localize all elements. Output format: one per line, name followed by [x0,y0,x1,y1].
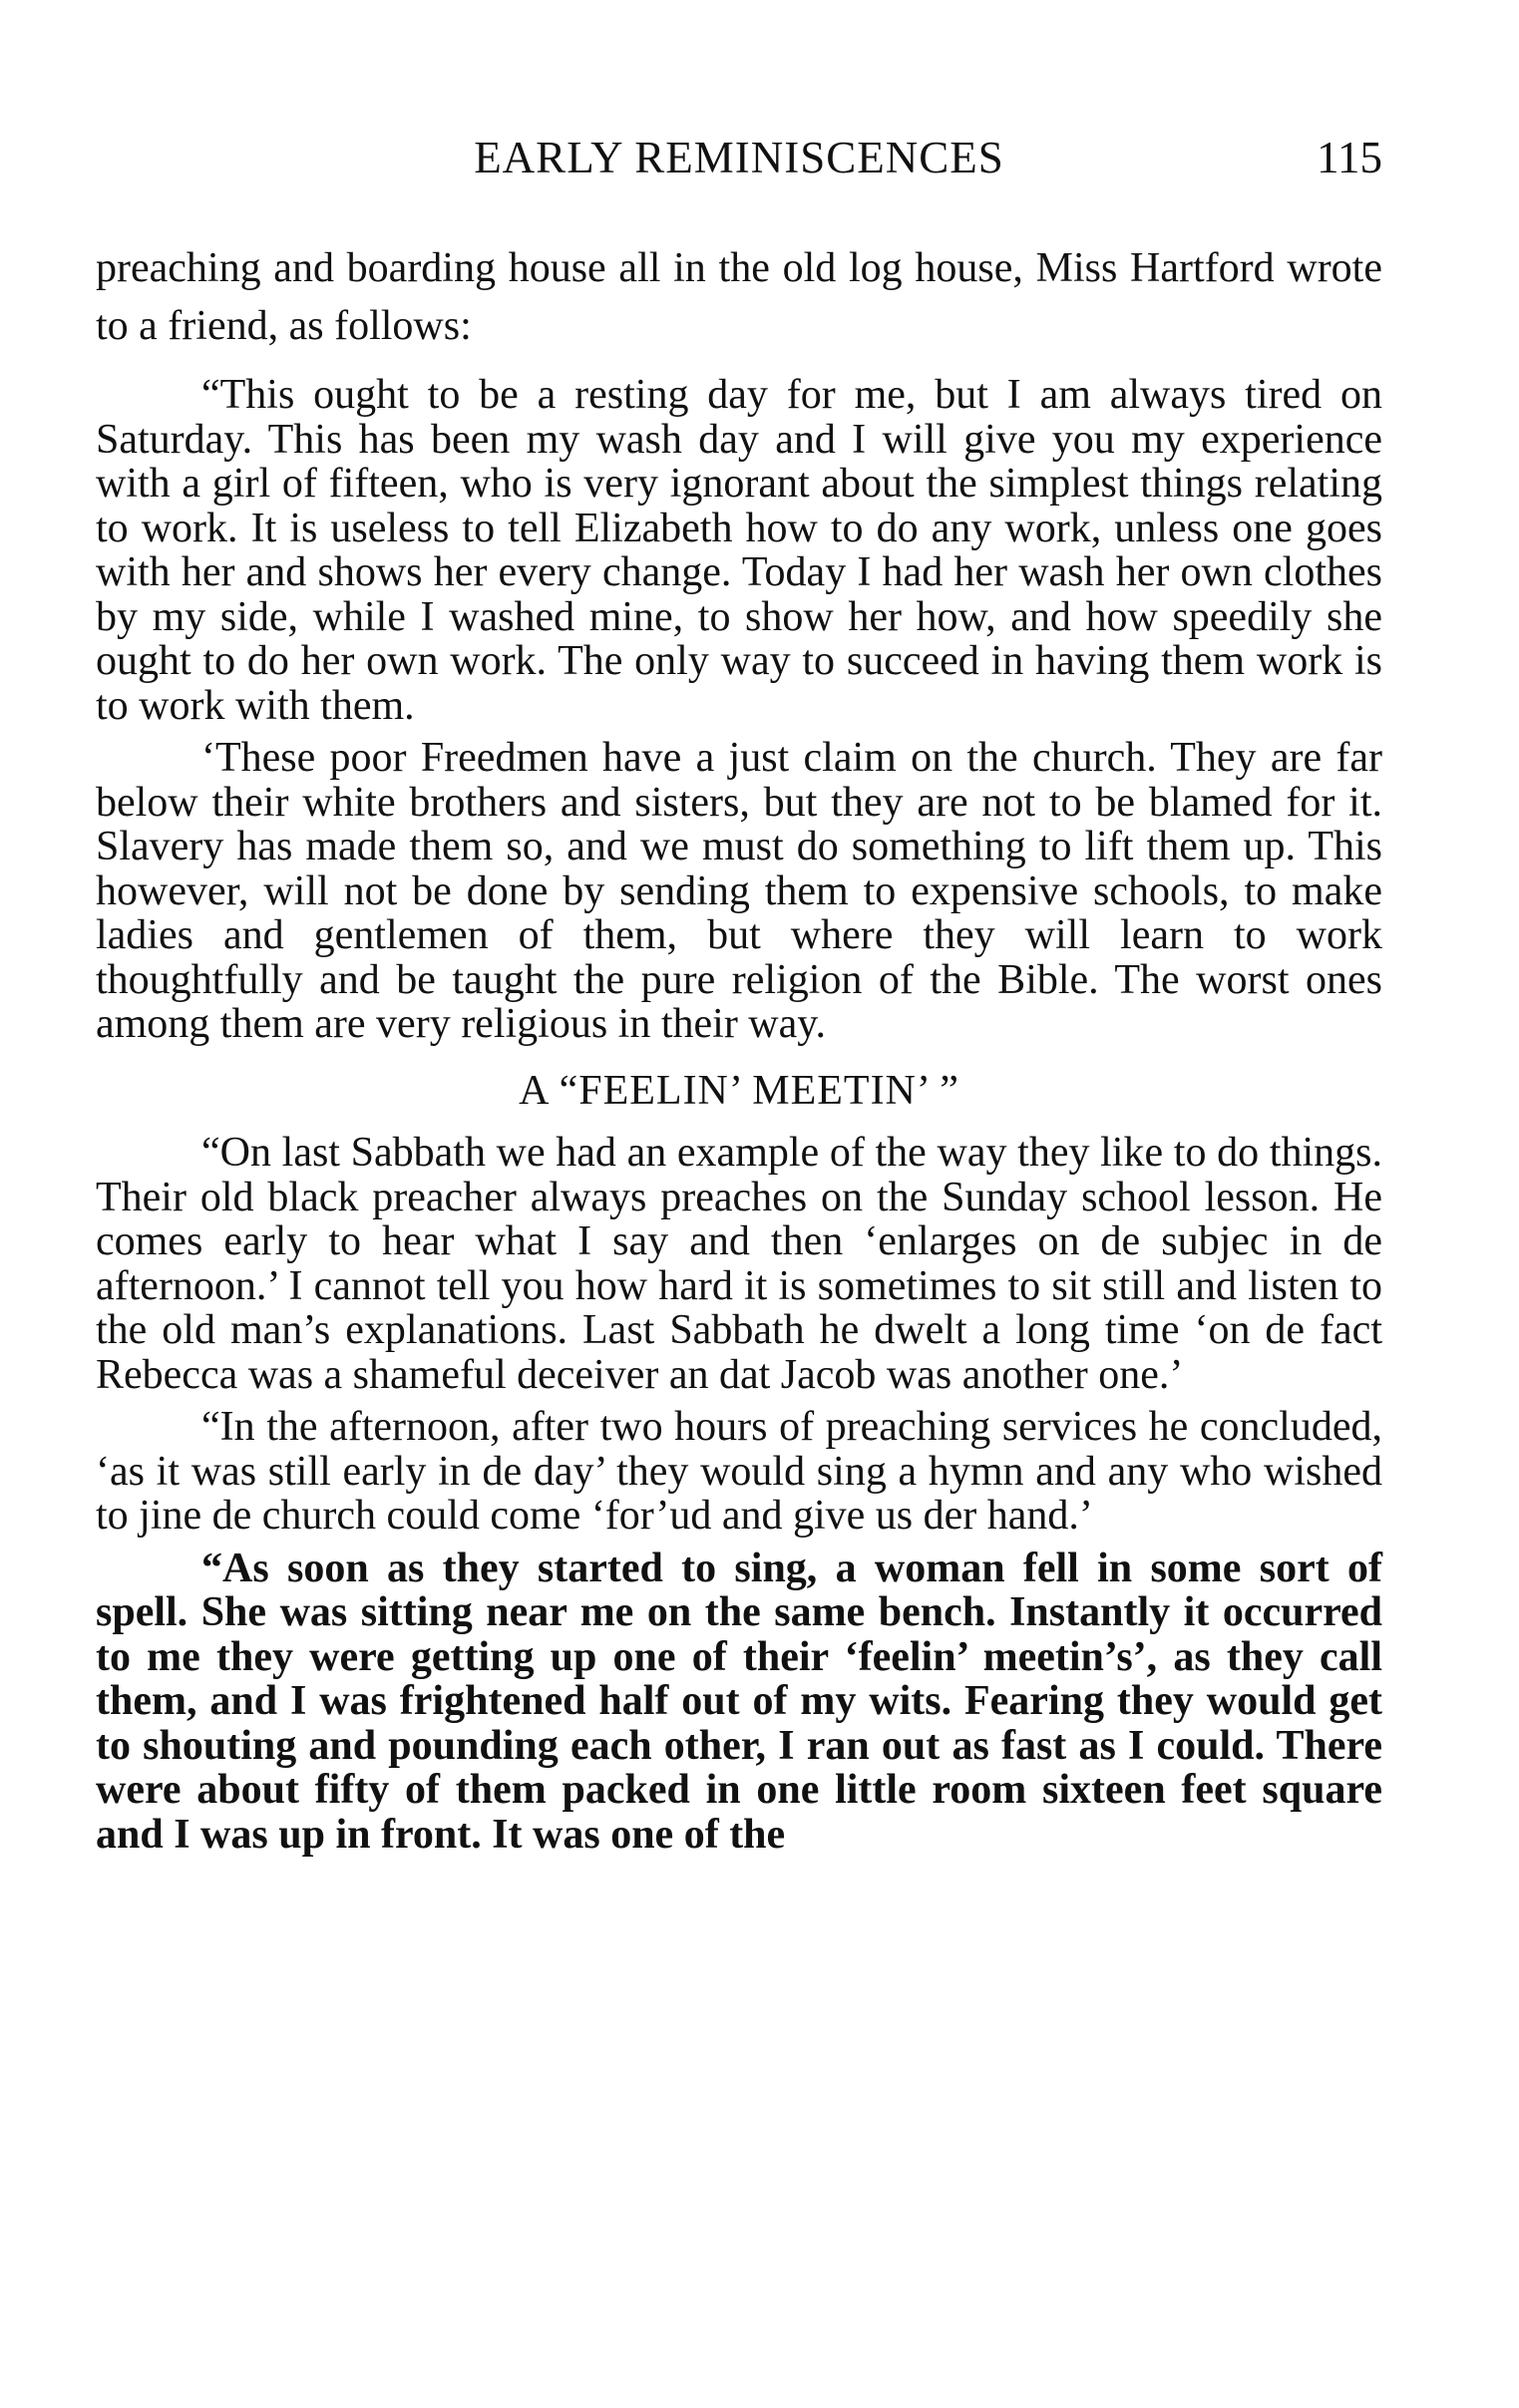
running-header [96,132,1382,191]
intro-text: preaching and boarding house all in the old log house, Miss Hartford wrote to a friend, as follows: [96,245,1382,349]
page-number: 115 [1317,133,1382,182]
paragraph-freedmen: ‘These poor Freedmen have a just claim on the church. They are far below their white brothers and sisters, but they are not to be blamed for it. Slavery has made them so, and we must do something to lift them up. This however, will not be done by sending them to expensive schools, to make ladies and gentlemen of them, but where they will learn to work thoughtfully and be taught the pure religion of the Bible. The worst ones among them are very religious in their way. [96,735,1382,1047]
running-title: EARLY REMINISCENCES [474,133,1004,182]
letter-body [96,373,1382,1857]
paragraph-afternoon: “In the afternoon, after two hours of preaching services he concluded, ‘as it was still early in de day’ they would sing a hymn and any who wished to jine de church could come ‘for’ud and give us der hand.’ [96,1404,1382,1539]
paragraph-washday: “This ought to be a resting day for me, but I am always tired on Saturday. This has been my wash day and I will give you my experience with a girl of fifteen, who is very ignorant about the simplest things relating to work. It is useless to tell Elizabeth how to do any work, unless one goes with her and shows her every change. Today I had her wash her own clothes by my side, while I washed mine, to show her how, and how speedily she ought to do her own work. The only way to succeed in having them work is to work with them. [96,372,1382,729]
paragraph-sabbath: “On last Sabbath we had an example of the way they like to do things. Their old black preacher always preaches on the Sunday school lesson. He comes early to hear what I say and then ‘enlarges on de subjec in de afternoon.’ I cannot tell you how hard it is sometimes to sit still and listen to the old man’s explanations. Last Sabbath he dwelt a long time ‘on de fact Rebecca was a shameful deceiver an dat Jacob was another one.’ [96,1130,1382,1398]
paragraph-spell: “As soon as they started to sing, a woman fell in some sort of spell. She was sitting near me on the same bench. Instantly it occurred to me they were getting up one of their ‘feelin’ meetin’s’, as they call them, and I was frightened half out of my wits. Fearing they would get to shouting and pounding each other, I ran out as fast as I could. There were about fifty of them packed in one little room sixteen feet square and I was up in front. It was one of the [96,1545,1382,1858]
intro-paragraph [96,239,1382,355]
section-heading: A “FEELIN’ MEETIN’ ” [519,1067,959,1114]
